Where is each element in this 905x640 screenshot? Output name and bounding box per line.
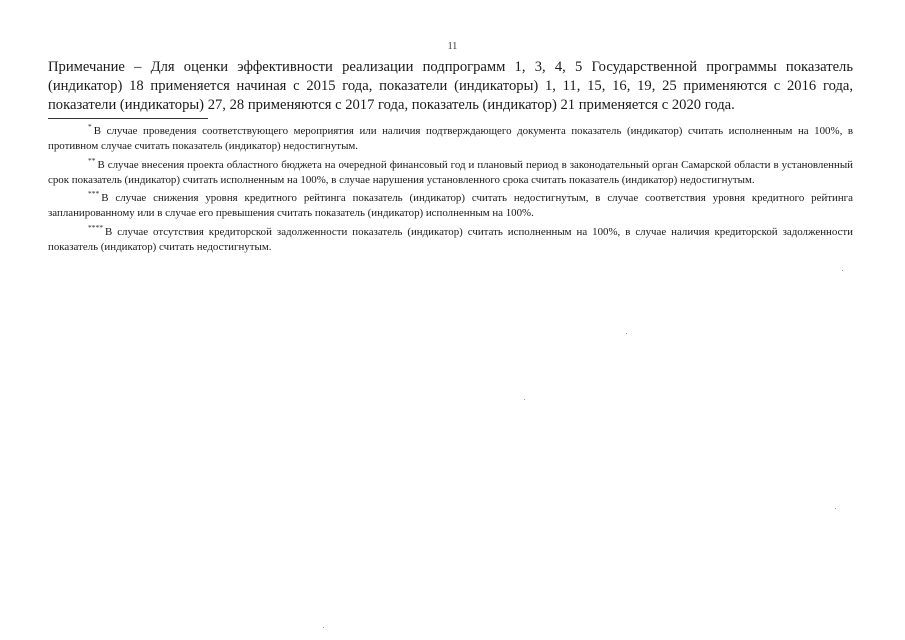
footnotes-block	[48, 124, 853, 258]
footnote-4	[48, 222, 853, 256]
footnote-3	[48, 191, 853, 222]
scan-speck	[842, 270, 843, 271]
footnote-marker: ***	[88, 189, 100, 199]
footnote-text: В случае отсутствия кредиторской задолженности показатель (индикатор) считать исполненным на 100%, в случае наличия кредиторской задолженности показатель (индикатор) считать недостигнутым.	[48, 225, 853, 254]
footnote-text: В случае проведения соответствующего мероприятия или наличия подтверждающего документа показатель (индикатор) считать исполненным на 100%, в противном случае считать показатель (индикатор) недостигнутым.	[48, 125, 853, 153]
scan-speck	[835, 508, 836, 509]
scan-speck	[626, 333, 627, 334]
footnote-2	[48, 155, 853, 189]
page-number: 11	[447, 41, 458, 52]
footnote-marker: ****	[88, 222, 103, 232]
footnote-1	[48, 124, 853, 155]
footnote-text: В случае снижения уровня кредитного рейтинга показатель (индикатор) считать недостигнутым, в случае соответствия уровня кредитного рейтинга запланированному или в случае его превышения считать показатель (индикатор) исполненным на 100%.	[48, 192, 853, 220]
footnote-marker: *	[88, 122, 92, 131]
scan-speck	[323, 627, 324, 628]
footnote-text: В случае внесения проекта областного бюджета на очередной финансовый год и плановый период в законодательный орган Самарской области в установленный срок показатель (индикатор) считать исполненным на 100%, в случае нарушения установленного срока считать показатель (индикатор) недостигнутым.	[48, 158, 853, 186]
scan-speck	[524, 399, 525, 400]
footnote-separator	[48, 118, 208, 119]
footnote-marker: **	[88, 155, 96, 165]
note-paragraph: Примечание – Для оценки эффективности реализации подпрограмм 1, 3, 4, 5 Государственной программы показатель (индикатор) 18 применяется начиная с 2015 года, показатели (индикаторы) 1, 11, 15, 16, 19, 25 применяются с 2016 года, показатели (индикаторы) 27, 28 применяются с 2017 года, показатель (индикатор) 21 применяется с 2020 года.	[48, 59, 853, 113]
